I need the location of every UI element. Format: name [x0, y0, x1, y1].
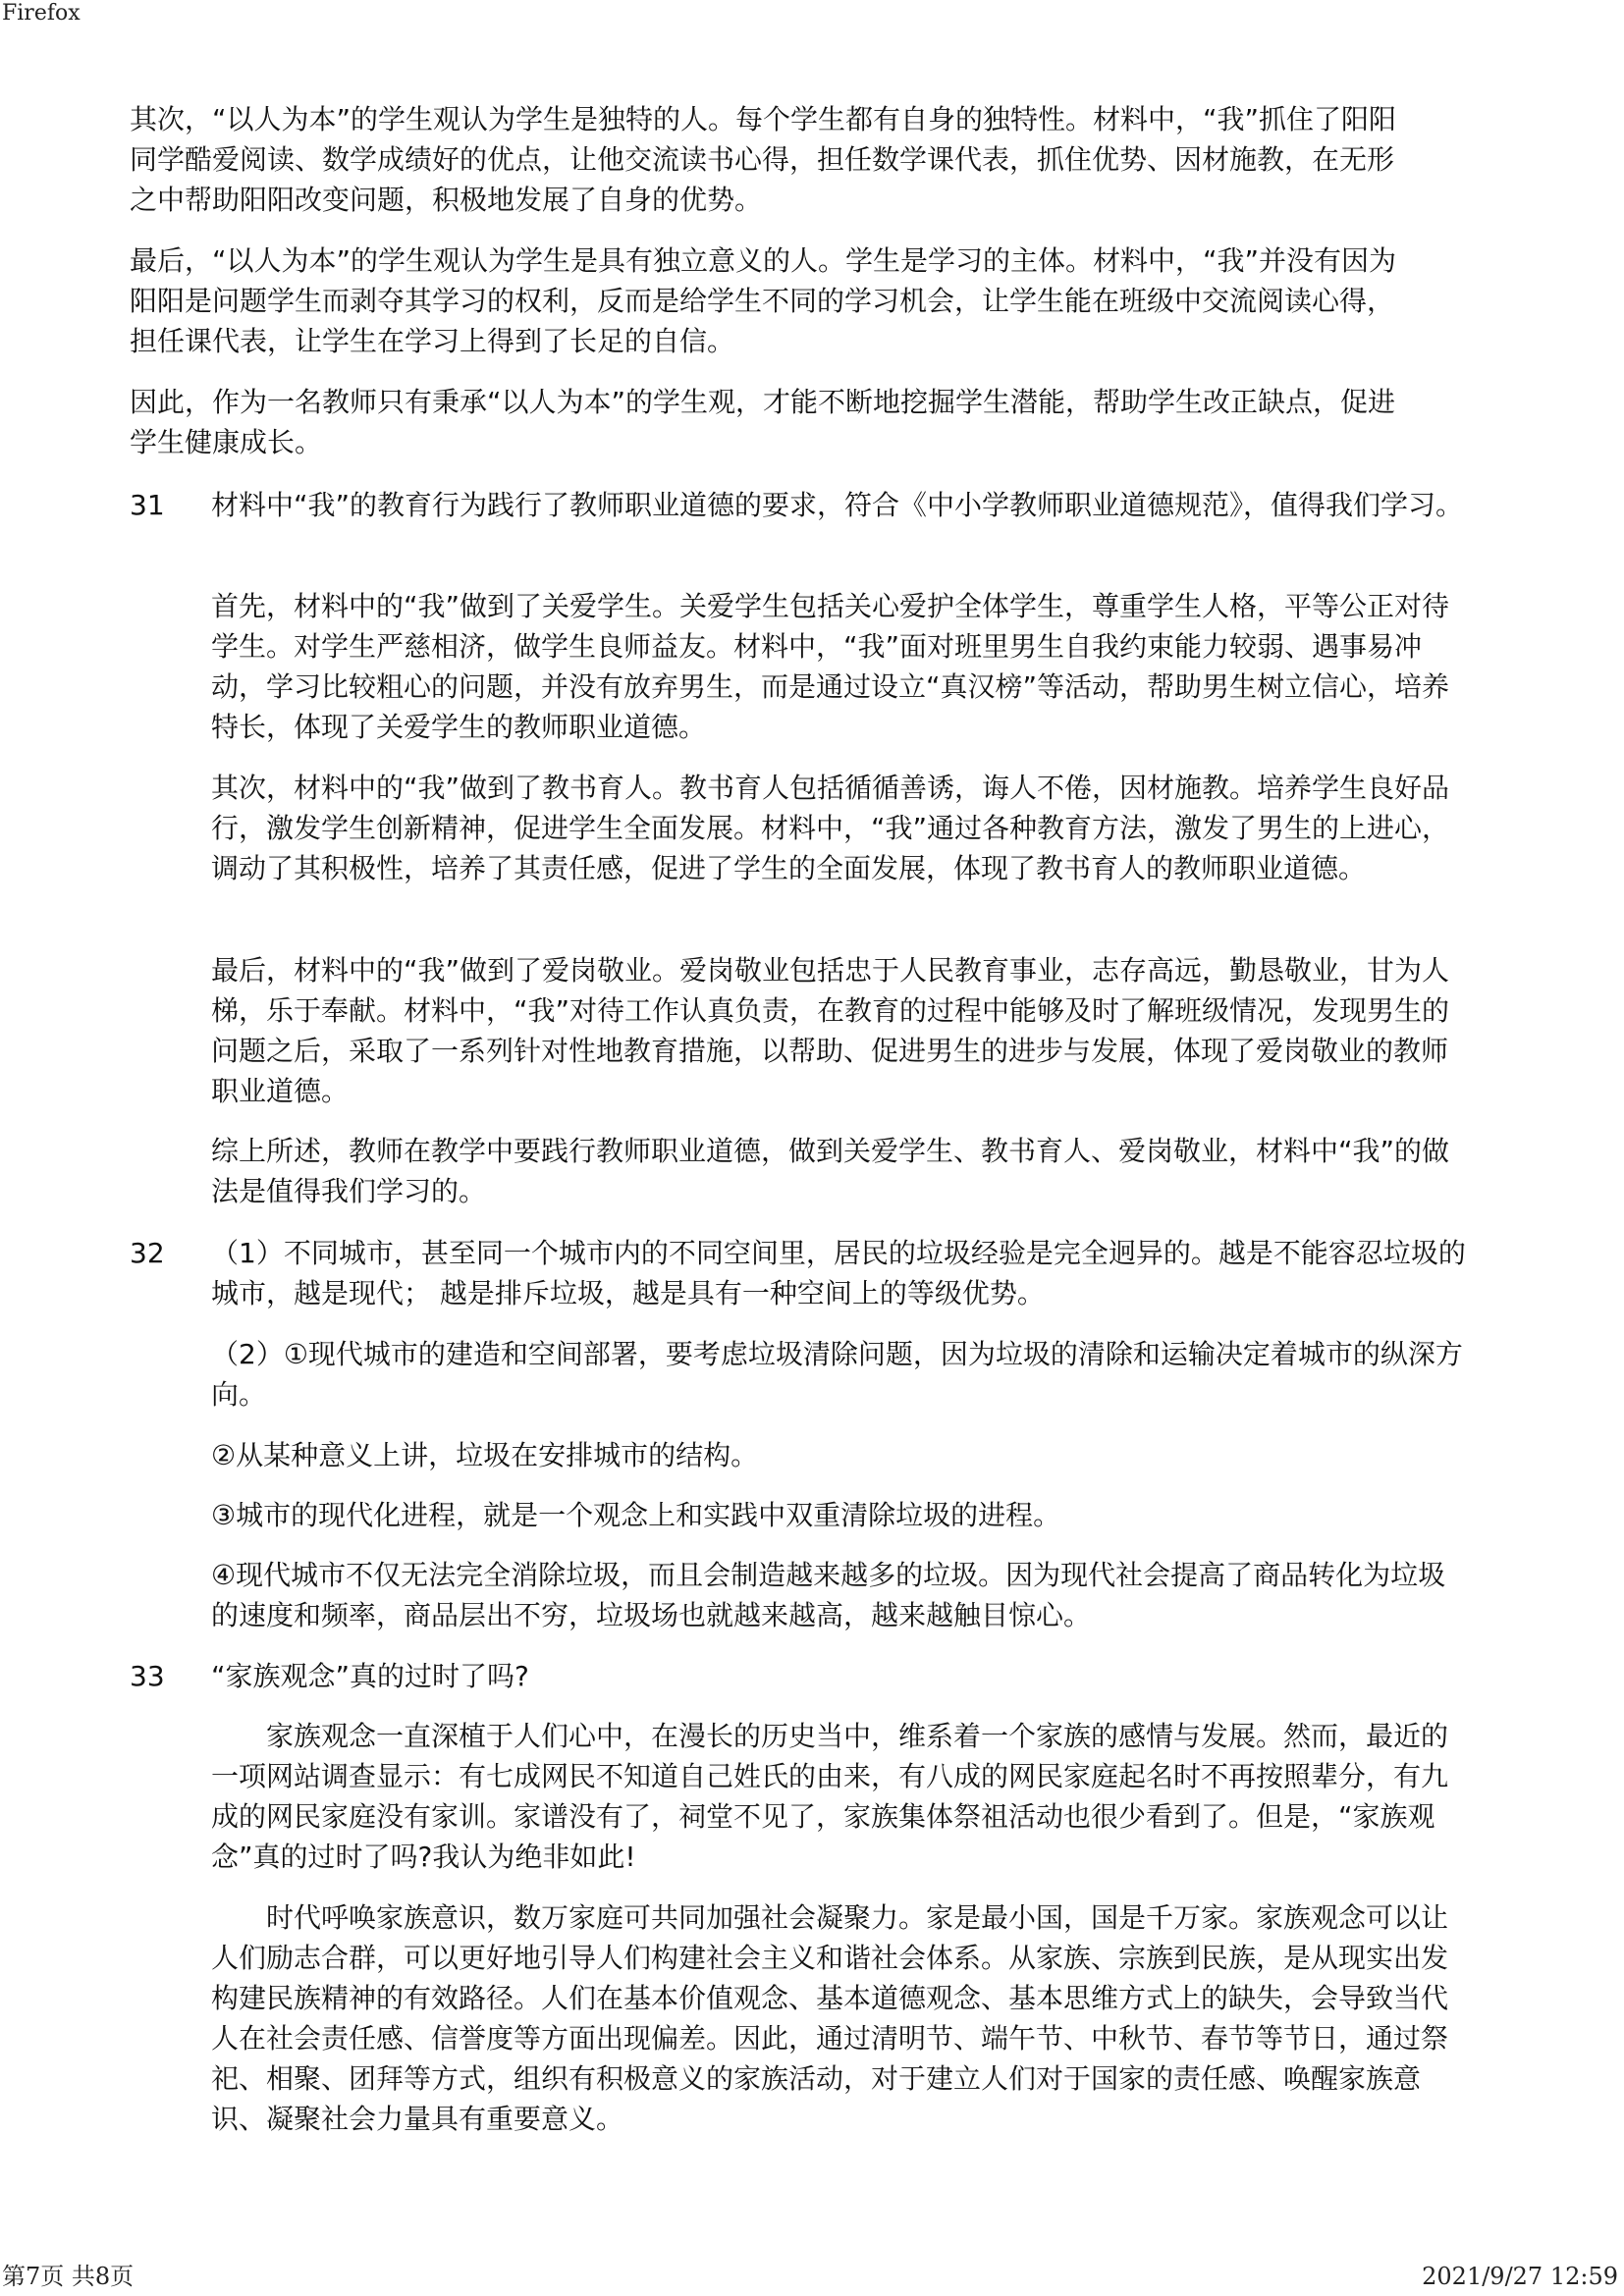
q32-paragraph-3: ②从某种意义上讲，垃圾在安排城市的结构。: [211, 1439, 759, 1471]
q33-paragraph-1: 家族观念一直深植于人们心中，在漫长的历史当中，维系着一个家族的感情与发展。然而，最近的一项网站调查显示：有七成网民不知道自己姓氏的由来，有八成的网民家庭起名时不再按照辈分，有九成的网民家庭没有家训。家谱没有了，祠堂不见了，家族集体祭祖活动也很少看到了。但是，“家族观念”真的过时了吗?我认为绝非如此!: [211, 1720, 1449, 1873]
q31-paragraph-1: 材料中“我”的教育行为践行了教师职业道德的要求，符合《中小学教师职业道德规范》，值得我们学习。: [211, 489, 1464, 521]
q33-paragraph-2: 时代呼唤家族意识，数万家庭可共同加强社会凝聚力。家是最小国，国是千万家。家族观念可以让人们励志合群，可以更好地引导人们构建社会主义和谐社会体系。从家族、宗族到民族，是从现实出发构建民族精神的有效路径。人们在基本价值观念、基本道德观念、基本思维方式上的缺失，会导致当代人在社会责任感、信誉度等方面出现偏差。因此，通过清明节、端午节、中秋节、春节等节日，通过祭祀、相聚、团拜等方式，组织有积极意义的家族活动，对于建立人们对于国家的责任感、唤醒家族意识、凝聚社会力量具有重要意义。: [211, 1901, 1449, 2135]
page-indicator: 第7页 共8页: [2, 2263, 135, 2290]
question-number-31: 31: [130, 489, 165, 521]
question-number-32: 32: [130, 1237, 165, 1269]
browser-title: Firefox: [2, 1, 81, 26]
q33-title: “家族观念”真的过时了吗?: [211, 1660, 529, 1692]
q32-paragraph-4: ③城市的现代化进程，就是一个观念上和实践中双重清除垃圾的进程。: [211, 1499, 1061, 1531]
q32-paragraph-1: （1）不同城市，甚至同一个城市内的不同空间里，居民的垃圾经验是完全迥异的。越是不能容忍垃圾的城市，越是现代； 越是排斥垃圾，越是具有一种空间上的等级优势。: [211, 1237, 1466, 1309]
q32-paragraph-2: （2）①现代城市的建造和空间部署，要考虑垃圾清除问题，因为垃圾的清除和运输决定着城市的纵深方向。: [211, 1338, 1463, 1411]
q31-paragraph-3: 其次，材料中的“我”做到了教书育人。教书育人包括循循善诱，诲人不倦，因材施教。培养学生良好品行，激发学生创新精神，促进学生全面发展。材料中，“我”通过各种教育方法，激发了男生的上进心，调动了其积极性，培养了其责任感，促进了学生的全面发展，体现了教书育人的教师职业道德。: [211, 772, 1450, 884]
question-number-33: 33: [130, 1660, 165, 1692]
paragraph-intro-3: 因此，作为一名教师只有秉承“以人为本”的学生观，才能不断地挖掘学生潜能，帮助学生改正缺点，促进学生健康成长。: [130, 386, 1396, 458]
paragraph-intro-2: 最后，“以人为本”的学生观认为学生是具有独立意义的人。学生是学习的主体。材料中，“我”并没有因为阳阳是问题学生而剥夺其学习的权利，反而是给学生不同的学习机会，让学生能在班级中交流阅读心得，担任课代表，让学生在学习上得到了长足的自信。: [130, 244, 1397, 357]
q31-paragraph-5: 综上所述，教师在教学中要践行教师职业道德，做到关爱学生、教书育人、爱岗敬业，材料中“我”的做法是值得我们学习的。: [211, 1135, 1450, 1207]
q31-paragraph-2: 首先，材料中的“我”做到了关爱学生。关爱学生包括关心爱护全体学生，尊重学生人格，平等公正对待学生。对学生严慈相济，做学生良师益友。材料中，“我”面对班里男生自我约束能力较弱、遇事易冲动，学习比较粗心的问题，并没有放弃男生，而是通过设立“真汉榜”等活动，帮助男生树立信心，培养特长，体现了关爱学生的教师职业道德。: [211, 590, 1450, 743]
q32-paragraph-5: ④现代城市不仅无法完全消除垃圾，而且会制造越来越多的垃圾。因为现代社会提高了商品转化为垃圾的速度和频率，商品层出不穷，垃圾场也就越来越高，越来越触目惊心。: [211, 1559, 1446, 1631]
q31-paragraph-4: 最后，材料中的“我”做到了爱岗敬业。爱岗敬业包括忠于人民教育事业，志存高远，勤恳敬业，甘为人梯，乐于奉献。材料中，“我”对待工作认真负责，在教育的过程中能够及时了解班级情况，发现男生的问题之后，采取了一系列针对性地教育措施，以帮助、促进男生的进步与发展，体现了爱岗敬业的教师职业道德。: [211, 954, 1450, 1107]
print-timestamp: 2021/9/27 12:59: [1422, 2263, 1618, 2290]
paragraph-intro-1: 其次，“以人为本”的学生观认为学生是独特的人。每个学生都有自身的独特性。材料中，“我”抓住了阳阳同学酷爱阅读、数学成绩好的优点，让他交流读书心得，担任数学课代表，抓住优势、因材施教，在无形之中帮助阳阳改变问题，积极地发展了自身的优势。: [130, 103, 1397, 216]
